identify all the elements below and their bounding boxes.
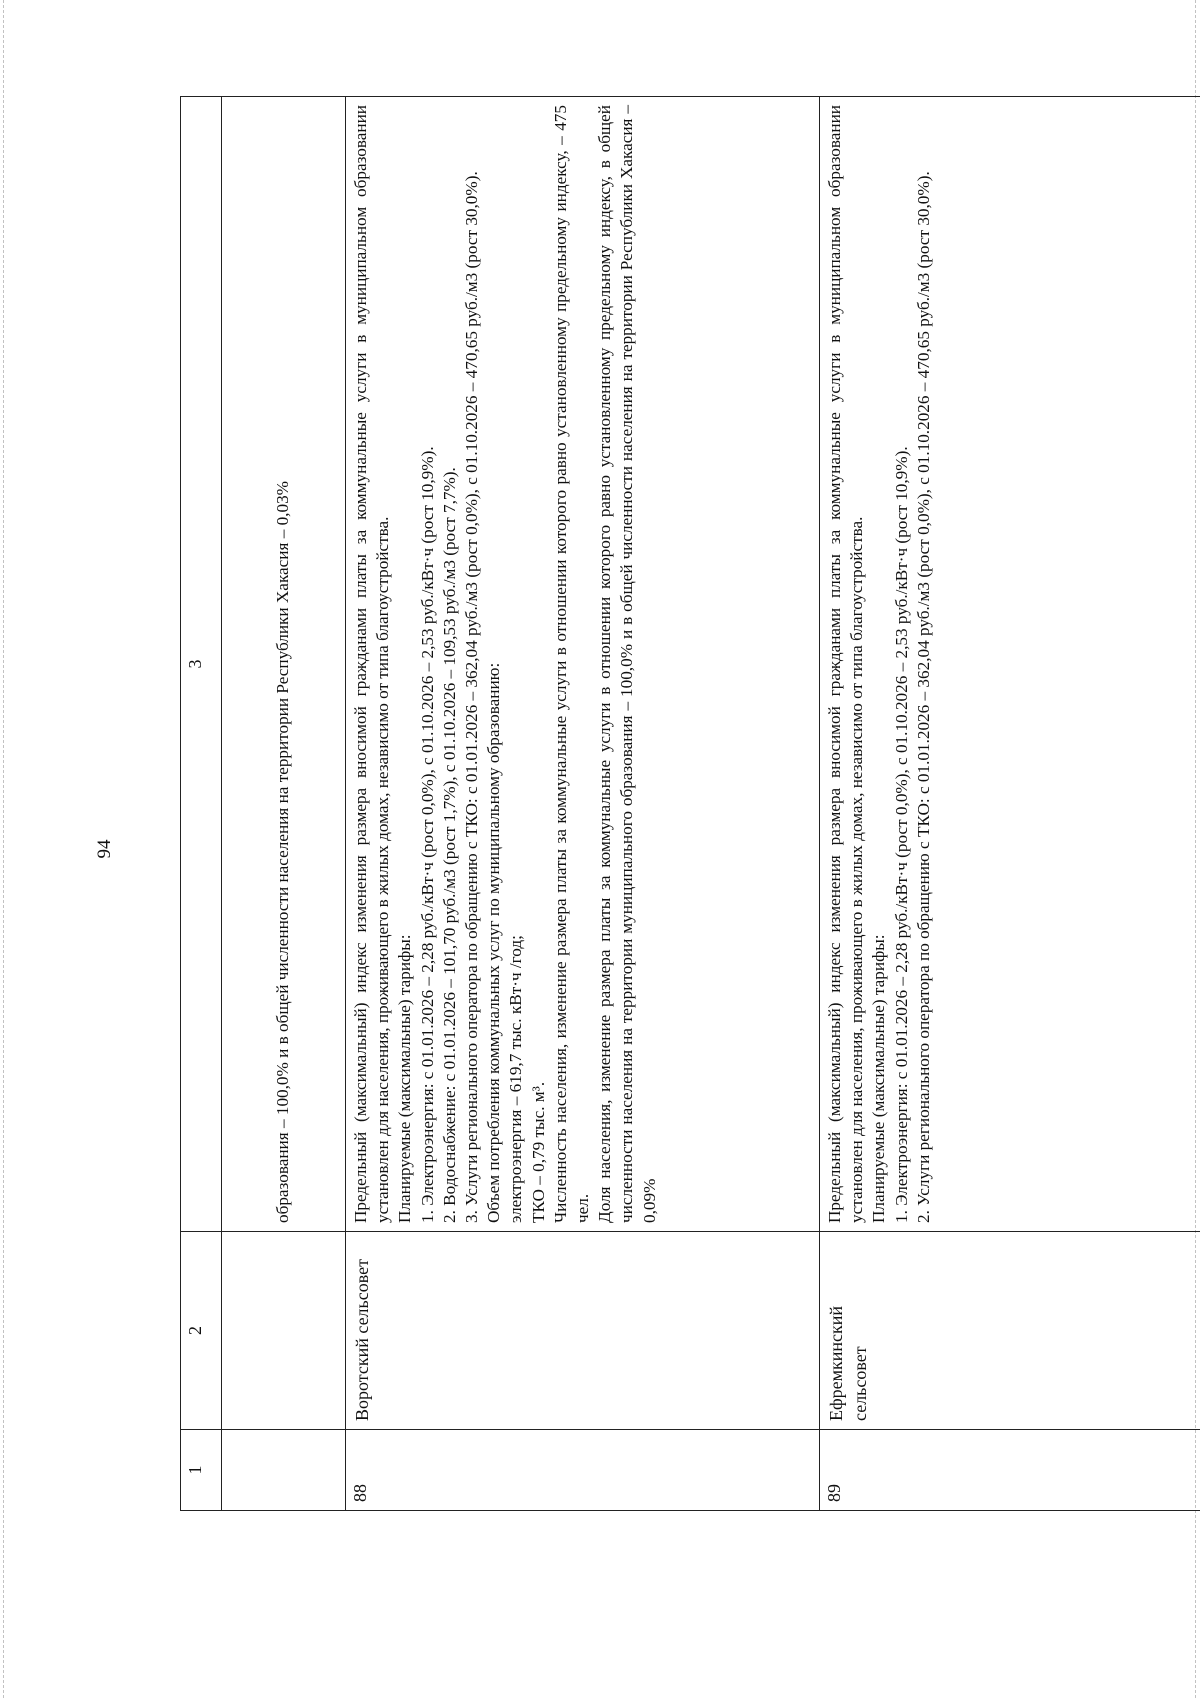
description-line: 2. Водоснабжение: с 01.01.2026 – 101,70 руб./м3 (рост 1,7%), с 01.10.2026 – 109,53 руб./м3 (рост 7,7%). (439, 467, 459, 1223)
rotated-page-content (180, 96, 1200, 1511)
description-line: 2. Услуги регионального оператора по обращению с ТКО: с 01.01.2026 – 362,04 руб./м3 (рост 0,0%), с 01.10.2026 – 470,65 руб./м3 (рост 30,0%). (913, 171, 933, 1223)
description-line: ТКО – 0,79 тыс. м³. (528, 1081, 548, 1223)
table-row-88 (346, 97, 820, 1511)
description-line: Объем потребления коммунальных услуг по муниципальному образованию: (484, 662, 504, 1223)
description-line: 3. Услуги регионального оператора по обращению с ТКО: с 01.01.2026 – 362,04 руб./м3 (рост 0,0%), с 01.10.2026 – 470,65 руб./м3 (рост 30,0%). (462, 171, 482, 1223)
scan-edge-left (3, 0, 5, 1698)
description-line: Планируемые (максимальные) тарифы: (869, 934, 889, 1223)
row-description (222, 97, 346, 1232)
description-line: 1. Электроэнергия: с 01.01.2026 – 2,28 руб./кВт·ч (рост 0,0%), с 01.10.2026 – 2,53 руб./кВт·ч (рост 10,9%). (891, 446, 911, 1223)
page-number: 94 (94, 839, 115, 859)
table-header-row (181, 97, 222, 1511)
description-line: Предельный (максимальный) индекс изменения размера вносимой гражданами платы за коммунальные услуги в муниципальном образовании установлен для населения, проживающего в жилых домах, независимо от типа благоустройства. (351, 105, 393, 1223)
row-number: 88 (346, 1430, 820, 1511)
municipality-name: Ефремкинский сельсовет (820, 1232, 1200, 1430)
header-col-1: 1 (181, 1430, 222, 1511)
table-row-continuation (222, 97, 346, 1511)
municipality-name (222, 1232, 346, 1430)
row-number (222, 1430, 346, 1511)
description-line: 1. Электроэнергия: с 01.01.2026 – 2,28 руб./кВт·ч (рост 0,0%), с 01.10.2026 – 2,53 руб./кВт·ч (рост 10,9%). (417, 446, 437, 1223)
description-line: электроэнергия – 619,7 тыс. кВт·ч /год; (506, 935, 526, 1223)
description-line: образования – 100,0% и в общей численности населения на территории Республики Хакасия – 0,03% (273, 481, 293, 1223)
header-col-2: 2 (181, 1232, 222, 1430)
tariff-table (180, 96, 1200, 1511)
description-line: Предельный (максимальный) индекс изменения размера вносимой гражданами платы за коммунальные услуги в муниципальном образовании установлен для населения, проживающего в жилых домах, независимо от типа благоустройства. (825, 105, 867, 1223)
table-row-89 (820, 97, 1200, 1511)
municipality-name: Воротский сельсовет (346, 1232, 820, 1430)
row-description (820, 97, 1200, 1232)
description-line: Доля населения, изменение размера платы за коммунальные услуги в отношении которого равно установленному предельному индексу, в общей численности населения на территории муниципального образования – 100,0% и в общей численности населения на территории Республики Хакасия – 0,09% (595, 105, 659, 1223)
header-col-3: 3 (181, 97, 222, 1232)
description-line: Планируемые (максимальные) тарифы: (395, 934, 415, 1223)
row-number: 89 (820, 1430, 1200, 1511)
row-description (346, 97, 820, 1232)
description-line: Численность населения, изменение размера платы за коммунальные услуги в отношении которого равно установленному предельному индексу, – 475 чел. (550, 105, 593, 1223)
